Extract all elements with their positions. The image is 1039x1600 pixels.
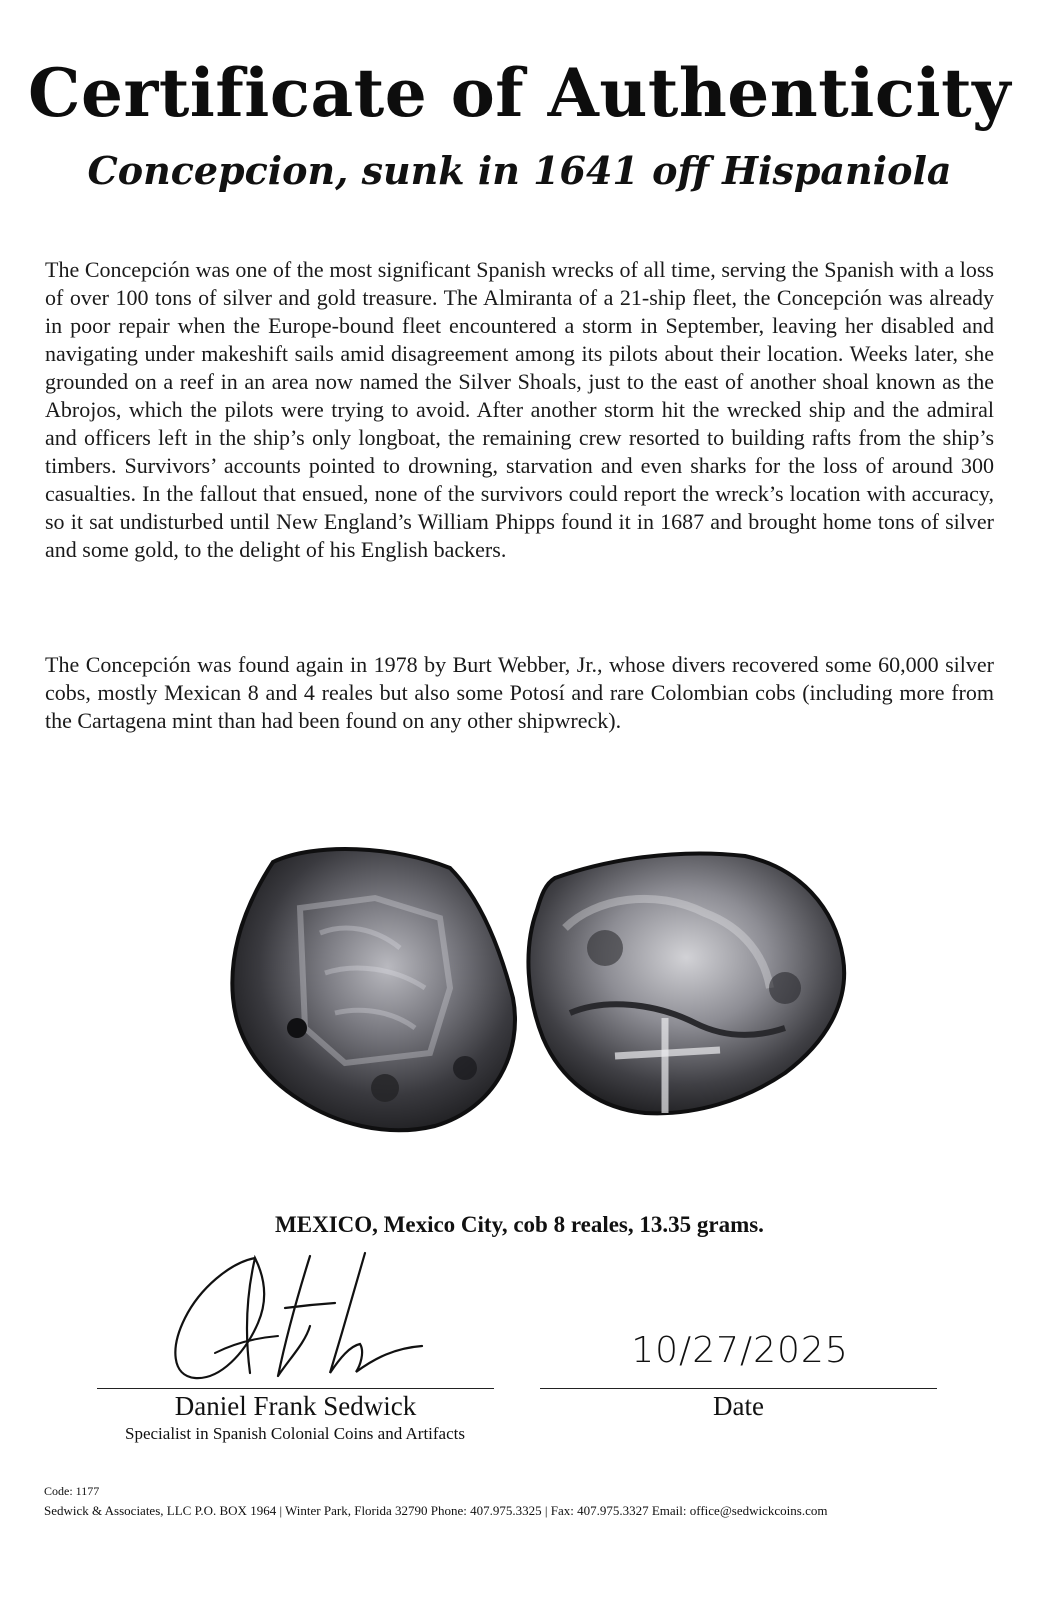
history-paragraph-2: The Concepción was found again in 1978 by Burt Webber, Jr., whose divers recovered some 60,000 silver cobs, mostly Mexican 8 and 4 reales but also some Potosí and rare Colombian cobs (including more from the Cartagena mint than had been found on any other shipwreck).	[45, 652, 994, 733]
date-value: 10/27/2025	[631, 1330, 849, 1371]
certificate-subtitle: Concepcion, sunk in 1641 off Hispaniola	[87, 148, 952, 193]
coin-caption: MEXICO, Mexico City, cob 8 reales, 13.35 grams.	[275, 1212, 764, 1237]
certificate-code: Code: 1177	[44, 1484, 100, 1498]
signer-role: Specialist in Spanish Colonial Coins and Artifacts	[125, 1424, 465, 1443]
coin-photo	[225, 838, 855, 1138]
certificate-title: Certificate of Authenticity	[28, 54, 1011, 132]
signature-line	[97, 1388, 494, 1389]
coin-reverse	[528, 853, 844, 1113]
date-line	[540, 1388, 937, 1389]
coin-obverse	[232, 849, 515, 1130]
date-label: Date	[713, 1391, 764, 1421]
signer-name: Daniel Frank Sedwick	[174, 1391, 417, 1421]
footer-contact: Sedwick & Associates, LLC P.O. BOX 1964 | Winter Park, Florida 32790 Phone: 407.975.3325 | Fax: 407.975.3327 Email: office@sedwickcoins.com	[44, 1503, 828, 1518]
history-paragraph-1: The Concepción was one of the most significant Spanish wrecks of all time, serving the Spanish with a loss of over 100 tons of silver and gold treasure. The Almiranta of a 21-ship fleet, the Concepción was already in poor repair when the Europe-bound fleet encountered a storm in September, leaving her disabled and navigating under makeshift sails amid disagreement among its pilots about their location. Weeks later, she grounded on a reef in an area now named the Silver Shoals, just to the east of another shoal known as the Abrojos, which the pilots were trying to avoid. After another storm hit the wrecked ship and the admiral and officers left in the ship’s only longboat, the remaining crew resorted to building rafts from the ship’s timbers. Survivors’ accounts pointed to drowning, starvation and even sharks for the loss of around 300 casualties. In the fallout that ensued, none of the survivors could report the wreck’s location with accuracy, so it sat undisturbed until New England’s William Phipps found it in 1687 and brought home tons of silver and some gold, to the delight of his English backers.	[45, 257, 994, 562]
handwritten-signature	[160, 1248, 430, 1388]
